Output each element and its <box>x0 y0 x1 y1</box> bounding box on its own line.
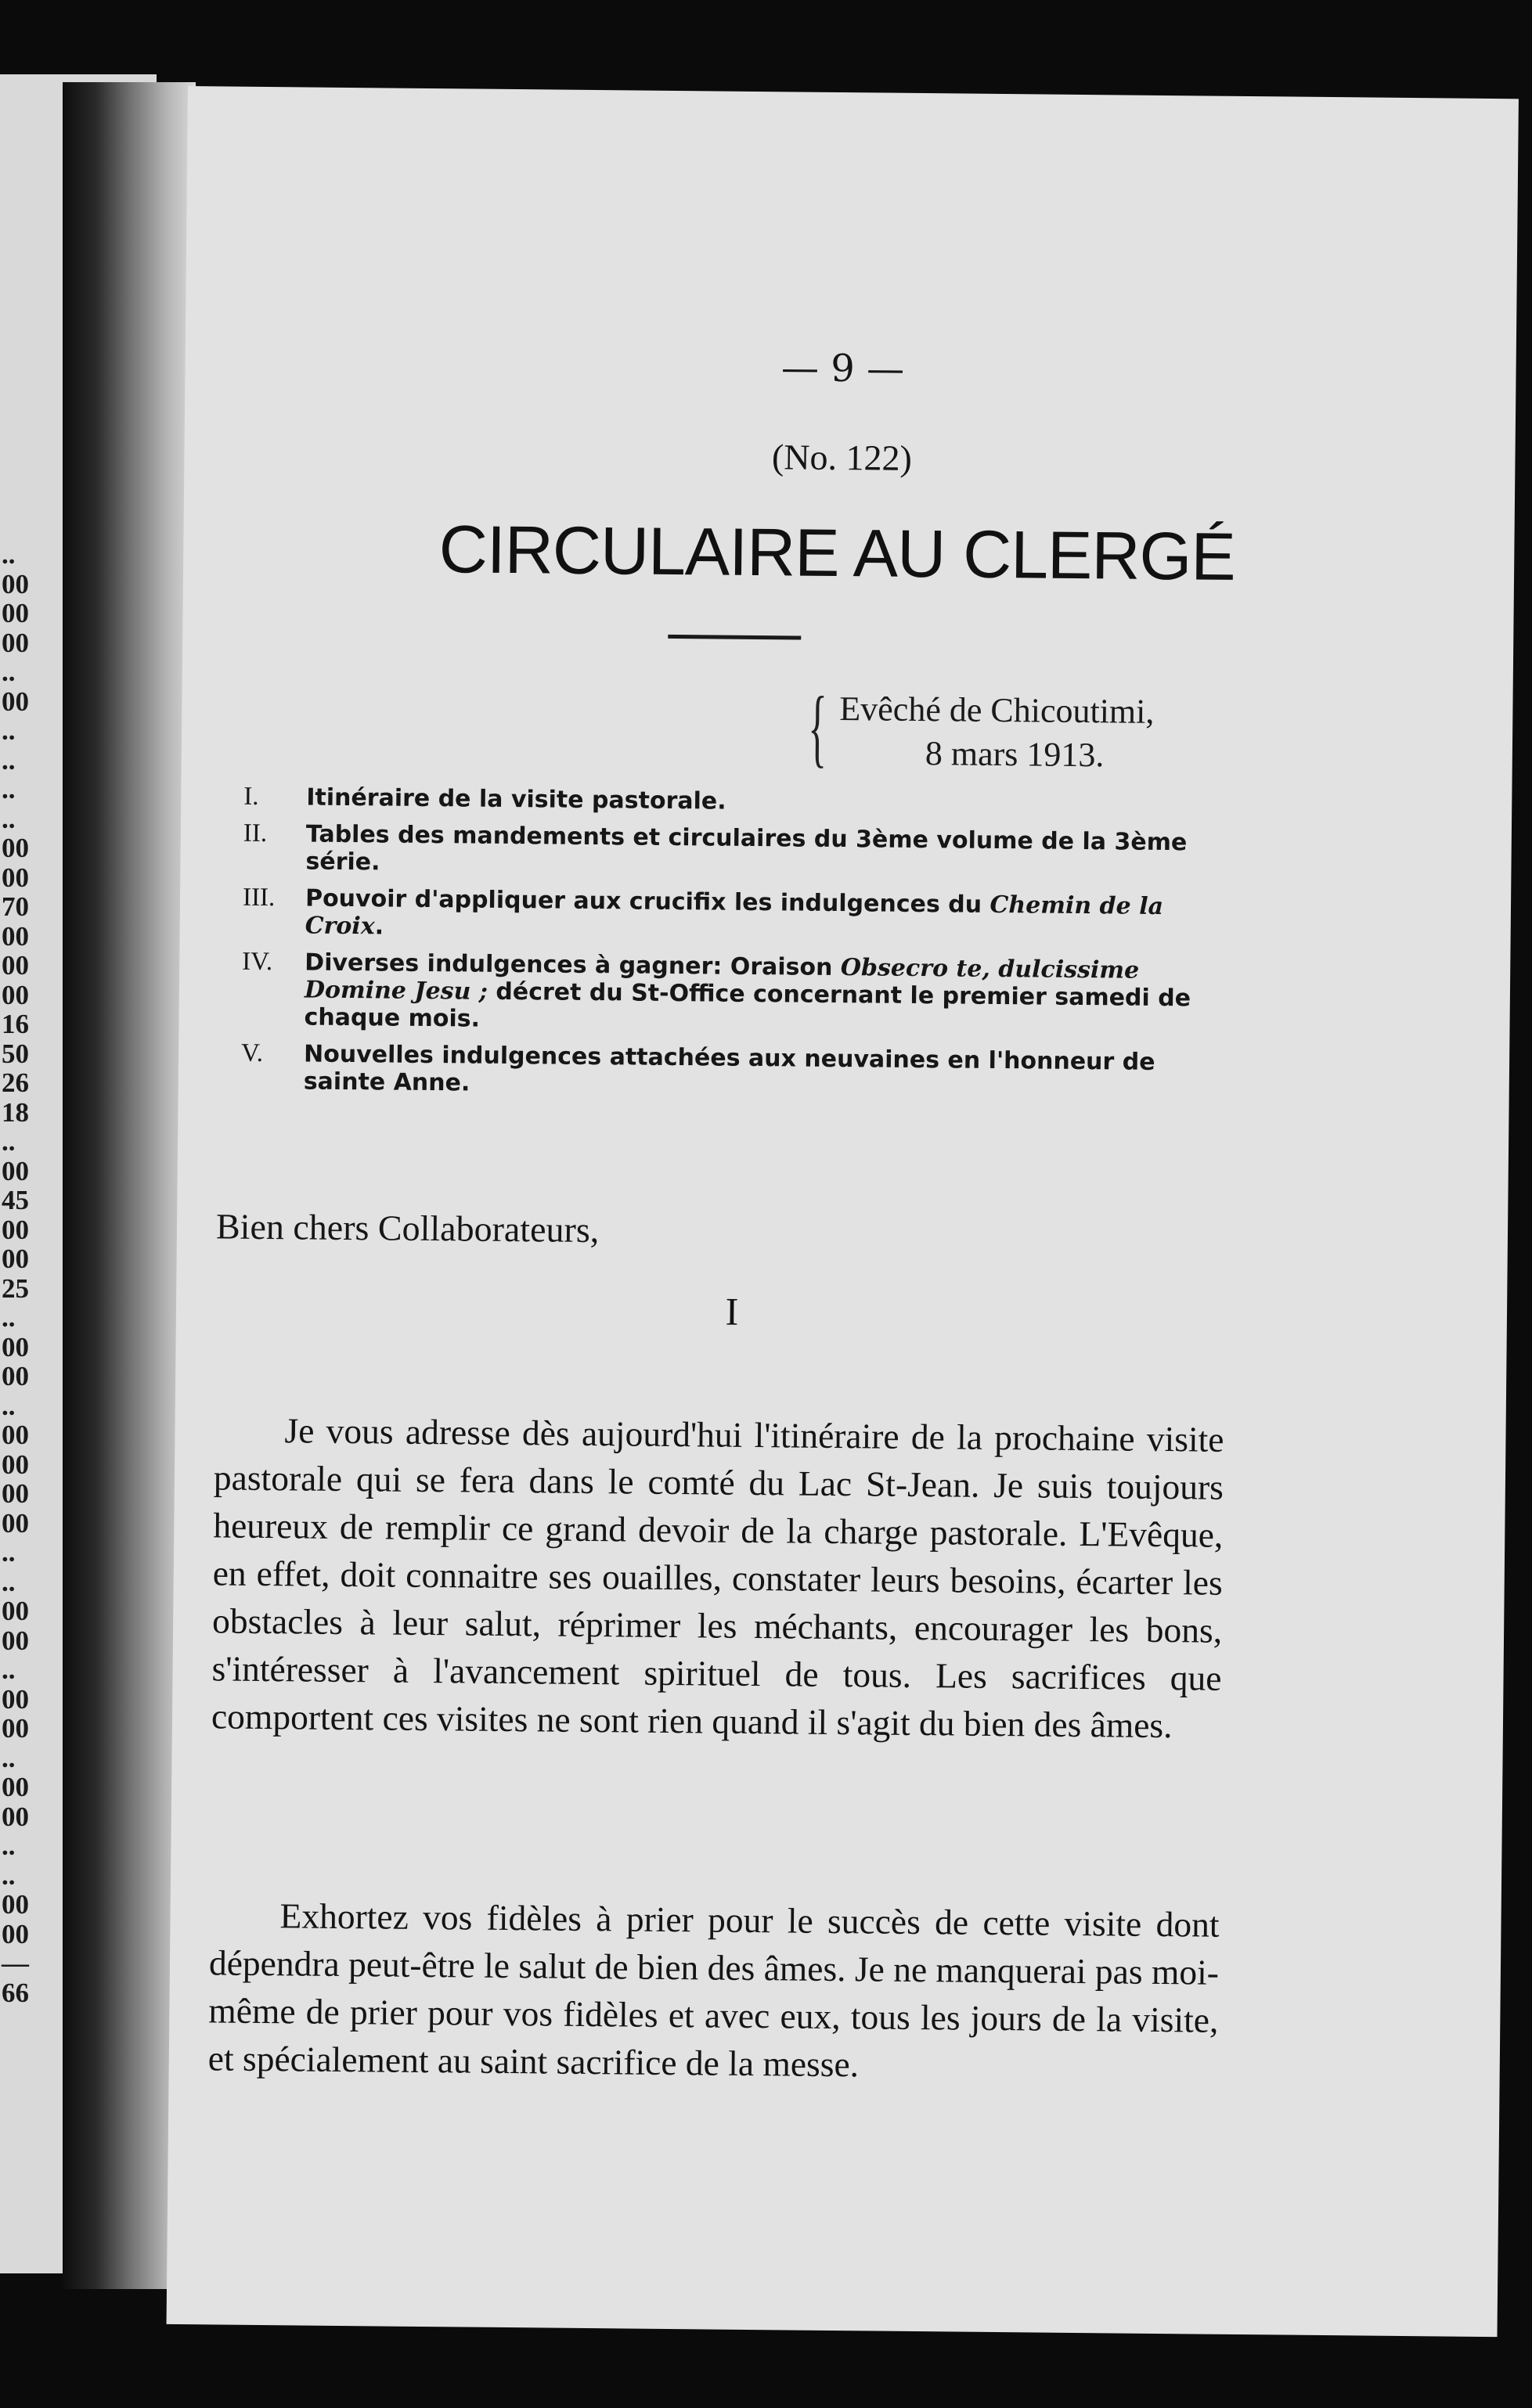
left-page-number: 00 <box>2 1596 29 1626</box>
summary-item-number: III. <box>242 883 276 912</box>
dateline-brace: { <box>807 678 827 776</box>
left-page-number: .. <box>2 803 16 834</box>
left-page-number: 00 <box>2 833 29 863</box>
left-page-number: .. <box>2 774 16 804</box>
left-page-number: .. <box>2 1859 16 1891</box>
left-page-number: .. <box>2 715 16 746</box>
summary-item <box>241 948 1244 1040</box>
left-page-number: .. <box>2 539 16 570</box>
summary-text-italic: Obsecro te, dulcissime Domine Jesu ; <box>304 954 1140 1006</box>
left-page-number: 00 <box>2 1478 29 1509</box>
summary-item-text: Itinéraire de la visite pastorale. <box>306 783 726 815</box>
left-page-number: .. <box>2 744 16 776</box>
left-page-number: 45 <box>2 1185 29 1215</box>
left-page-number: 00 <box>2 1801 29 1832</box>
left-page-number: .. <box>2 657 16 687</box>
page-number: — 9 — <box>780 346 905 391</box>
left-page-number: 00 <box>2 862 29 893</box>
left-page-number: .. <box>2 1537 16 1568</box>
left-page-number: — <box>2 1948 29 1978</box>
summary-list <box>241 783 1246 1114</box>
section-heading: I <box>725 1289 739 1334</box>
left-page-number: 00 <box>2 979 29 1010</box>
summary-item-text: Nouvelles indulgences attachées aux neuvaines en l'honneur de sainte Anne. <box>303 1040 1155 1097</box>
left-page-number: 00 <box>2 1683 29 1715</box>
summary-item-number: II. <box>243 819 268 848</box>
left-page-number-column <box>2 540 49 2007</box>
dateline <box>807 678 1278 776</box>
left-page-number: 26 <box>2 1067 29 1098</box>
left-page-number: 00 <box>2 627 29 658</box>
dateline-date: 8 mars 1913. <box>925 734 1105 775</box>
summary-item-number: V. <box>240 1038 264 1067</box>
document-page <box>167 86 1519 2337</box>
left-page-number: .. <box>2 1654 16 1685</box>
summary-item-text <box>305 884 1245 948</box>
left-page-number: 00 <box>2 1713 29 1744</box>
left-page-number: 00 <box>2 1214 29 1245</box>
left-page-number: .. <box>2 1830 16 1861</box>
left-page-number: 00 <box>2 1244 29 1274</box>
summary-text-part: Diverses indulgences à gagner: Oraison <box>305 948 842 982</box>
left-page-number: 16 <box>2 1009 29 1039</box>
dateline-place: Evêché de Chicoutimi, <box>839 689 1155 731</box>
left-page-number: 00 <box>2 1331 29 1362</box>
left-page-number: .. <box>2 1126 16 1157</box>
left-page-number: 00 <box>2 1772 29 1802</box>
body-paragraph: Exhortez vos fidèles à prier pour le succès de cette visite dont dépendra peut-être le salut de bien des âmes. Je ne manquerai pas moi-même de prier pour vos fidèles et avec eux, tous les jours de la visite, et spécialement au saint sacrifice de la messe. <box>207 1895 1220 2084</box>
summary-item <box>243 820 1245 884</box>
summary-item-text <box>304 948 1244 1040</box>
page-title: CIRCULAIRE AU CLERGÉ <box>438 512 1236 595</box>
left-page-number: 00 <box>2 686 29 717</box>
left-page-number: .. <box>2 1390 16 1421</box>
left-page-number: 00 <box>2 1449 29 1480</box>
body-paragraph: Je vous adresse dès aujourd'hui l'itinéraire de la prochaine visite pastorale qui se fera dans le comté du Lac St-Jean. Je suis toujours heureux de remplir ce grand devoir de la charge pastorale. L'Evêque, en effet, doit connaitre ses ouailles, constater leurs besoins, écarter les obstacles à leur salut, réprimer les méchants, encourager les bons, s'intéresser à l'avancement spirituel de tous. Les sacrifices que comportent ces visites ne sont rien quand il s'agit du bien des âmes. <box>211 1409 1224 1745</box>
summary-item <box>243 884 1245 948</box>
summary-text-italic: Chemin de la Croix <box>305 891 1164 941</box>
summary-text-part: . <box>374 912 384 941</box>
summary-item <box>243 783 1245 820</box>
document-number: (No. 122) <box>771 437 913 478</box>
summary-item-text: Tables des mandements et circulaires du 3ème volume de la 3ème série. <box>305 820 1188 876</box>
left-page-number: 00 <box>2 1155 29 1186</box>
left-page-number: 18 <box>2 1096 29 1128</box>
summary-item <box>241 1040 1244 1104</box>
title-divider <box>668 635 801 640</box>
left-page-number: 66 <box>2 1977 29 2008</box>
left-page-number: 00 <box>2 950 29 981</box>
left-page-number: 00 <box>2 1889 29 1920</box>
left-page-number: 00 <box>2 920 29 952</box>
left-page-number: .. <box>2 1742 16 1773</box>
left-page-number: .. <box>2 1302 16 1333</box>
left-page-number: 25 <box>2 1272 29 1304</box>
left-page-number: 00 <box>2 1361 29 1391</box>
left-page-number: .. <box>2 1566 16 1597</box>
left-page-number: 70 <box>2 891 29 922</box>
left-page-number: 00 <box>2 598 29 628</box>
left-page-number: 00 <box>2 568 29 599</box>
summary-text-part: Pouvoir d'appliquer aux crucifix les indulgences du <box>305 884 990 919</box>
left-page-number: 00 <box>2 1625 29 1656</box>
summary-item-number: I. <box>243 782 259 811</box>
salutation: Bien chers Collaborateurs, <box>215 1206 600 1251</box>
summary-text-part: décret du St-Office concernant le premier samedi de chaque mois. <box>304 977 1191 1033</box>
left-page-number: 00 <box>2 1918 29 1949</box>
left-page-number: 00 <box>2 1420 29 1450</box>
summary-item-number: IV. <box>242 947 273 977</box>
left-page-number: 00 <box>2 1507 29 1539</box>
left-page-number: 50 <box>2 1038 29 1069</box>
